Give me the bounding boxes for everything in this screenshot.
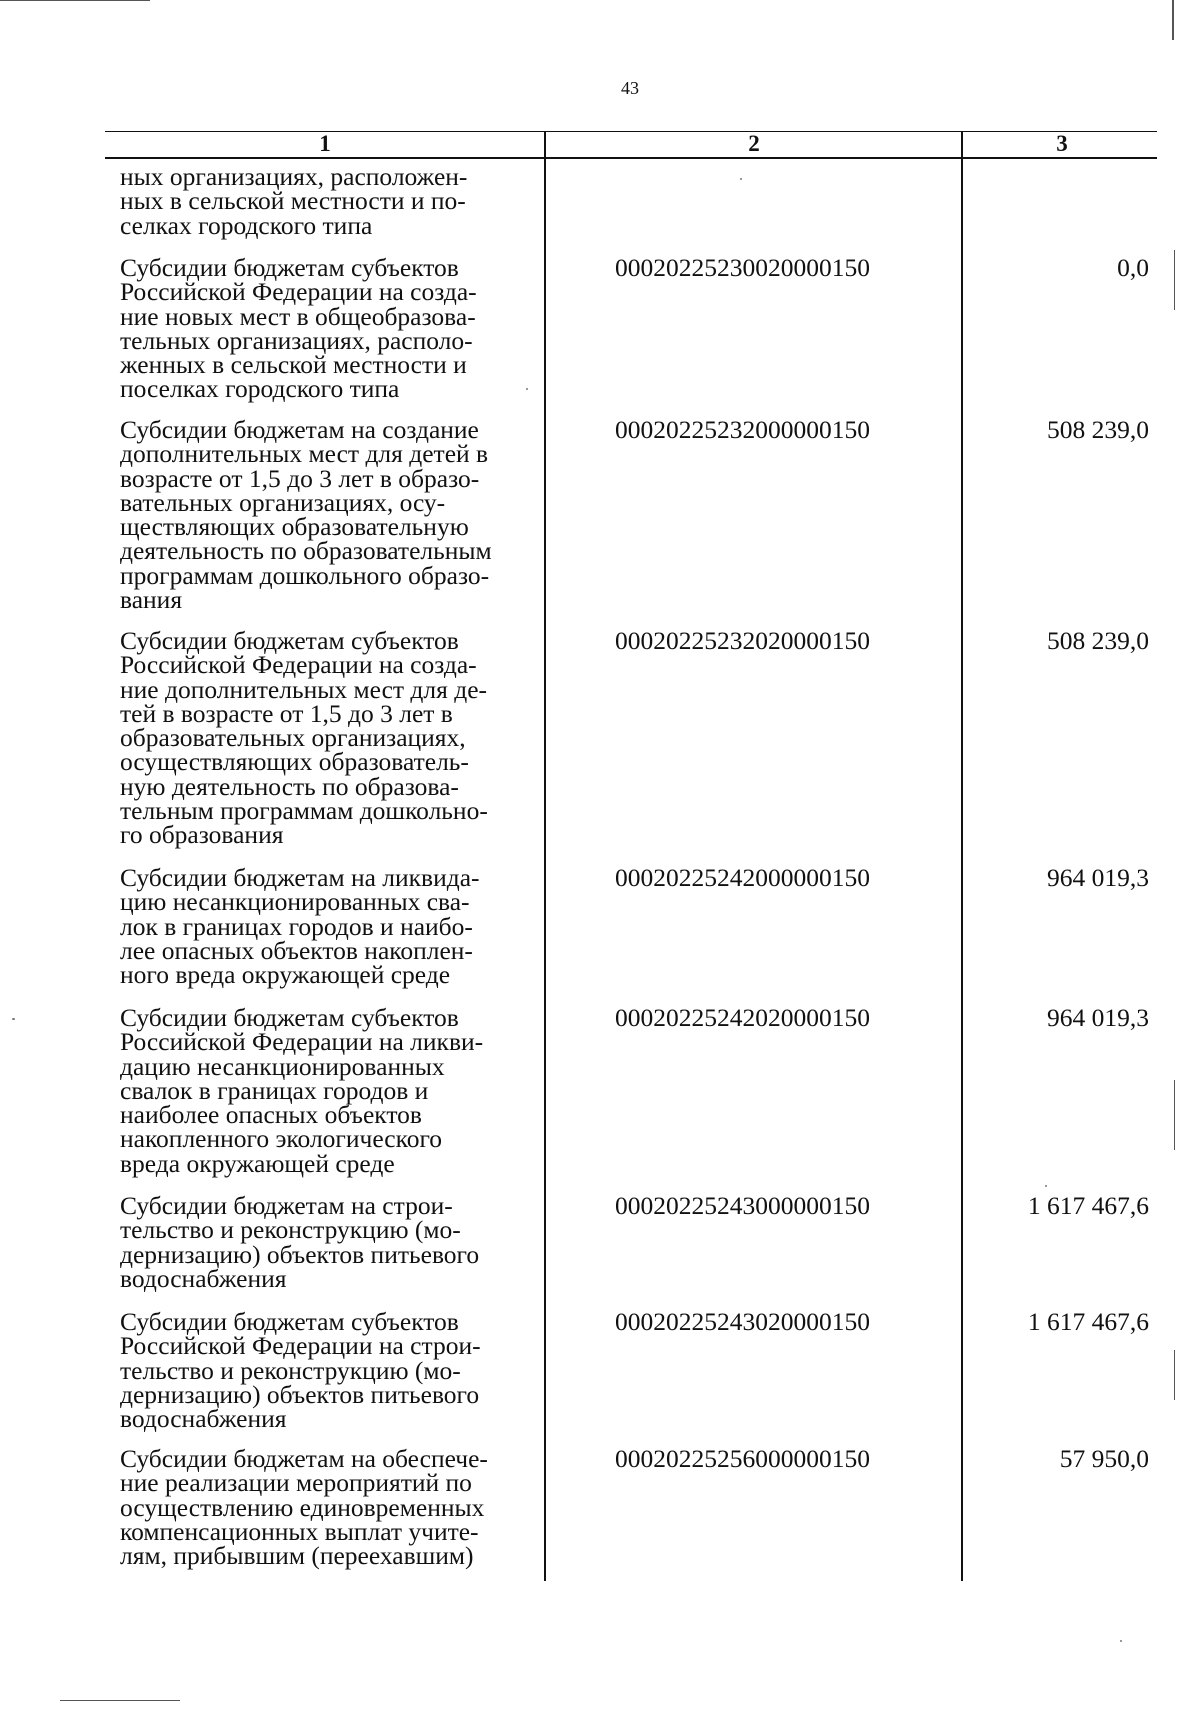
row-description: Субсидии бюджетам на ликвида- цию несанкционированных сва- лок в границах городов и наибо- лее опасных объектов накоплен- ного вреда окружающей среде: [120, 863, 480, 990]
column-number-1: 1: [319, 131, 331, 156]
row-code: 00020225242020000150: [615, 1003, 870, 1032]
row-description: Субсидии бюджетам субъектов Российской Федерации на созда- ние новых мест в общеобразова- тельных организациях, располо- женных в сельской местности и поселках городского типа: [120, 253, 477, 404]
scan-edge-mark: [0, 0, 150, 1]
row-amount: 508 239,0: [1047, 415, 1149, 444]
scan-edge-mark: [1172, 0, 1174, 40]
row-description: Субсидии бюджетам субъектов Российской Федерации на созда- ние дополнительных мест для де- тей в возрасте от 1,5 до 3 лет в образовательных организациях, осуществляющих образователь- ную деятельность по образова- тельным программам дошкольно- го образования: [120, 626, 488, 850]
row-code: 00020225230020000150: [615, 253, 870, 282]
table-top-border: [105, 131, 1157, 132]
row-description: ных организациях, расположен- ных в сельской местности и по- селках городского типа: [120, 162, 468, 240]
row-amount: 964 019,3: [1047, 1003, 1149, 1032]
row-code: 00020225232020000150: [615, 626, 870, 655]
row-description: Субсидии бюджетам субъектов Российской Федерации на ликви- дацию несанкционированных свалок в границах городов и наиболее опасных объектов накопленного экологического вреда окружающей среде: [120, 1003, 484, 1178]
column-divider-2: [961, 131, 963, 1581]
column-number-2: 2: [748, 131, 760, 156]
row-code: 00020225232000000150: [615, 415, 870, 444]
scan-speck: [12, 1018, 15, 1020]
row-description: Субсидии бюджетам на создание дополнительных мест для детей в возрасте от 1,5 до 3 лет в образо- вательных организациях, осу- ществляющих образовательную деятельность по образовательным программам дошкольного образо- вания: [120, 415, 492, 615]
row-amount: 964 019,3: [1047, 863, 1149, 892]
row-amount: 1 617 467,6: [1027, 1307, 1149, 1336]
row-code: 00020225243000000150: [615, 1191, 870, 1220]
scan-edge-mark: [60, 1700, 180, 1701]
row-code: 00020225243020000150: [615, 1307, 870, 1336]
scan-speck: [1045, 1185, 1047, 1187]
row-amount: 1 617 467,6: [1027, 1191, 1149, 1220]
scan-edge-mark: [1174, 1080, 1175, 1150]
row-amount: 57 950,0: [1059, 1444, 1149, 1473]
column-divider-1: [544, 131, 546, 1581]
page-number: 43: [621, 78, 639, 98]
row-description: Субсидии бюджетам субъектов Российской Федерации на строи- тельство и реконструкцию (мо- дернизацию) объектов питьевого водоснабжения: [120, 1307, 481, 1434]
scan-speck: [526, 388, 528, 390]
scan-edge-mark: [1174, 1350, 1175, 1400]
row-description: Субсидии бюджетам на строи- тельство и реконструкцию (мо- дернизацию) объектов питьевого водоснабжения: [120, 1191, 480, 1293]
row-description: Субсидии бюджетам на обеспече- ние реализации мероприятий по осуществлению единовременных компенсационных выплат учите- лям, прибывшим (переехавшим): [120, 1444, 488, 1571]
scan-edge-mark: [1174, 250, 1175, 310]
row-amount: 0,0: [1117, 253, 1149, 282]
column-number-3: 3: [1056, 131, 1068, 156]
scan-speck: [1120, 1640, 1122, 1642]
table-header-bottom-border: [105, 157, 1157, 159]
row-amount: 508 239,0: [1047, 626, 1149, 655]
scan-speck: [740, 178, 742, 180]
row-code: 00020225256000000150: [615, 1444, 870, 1473]
row-code: 00020225242000000150: [615, 863, 870, 892]
